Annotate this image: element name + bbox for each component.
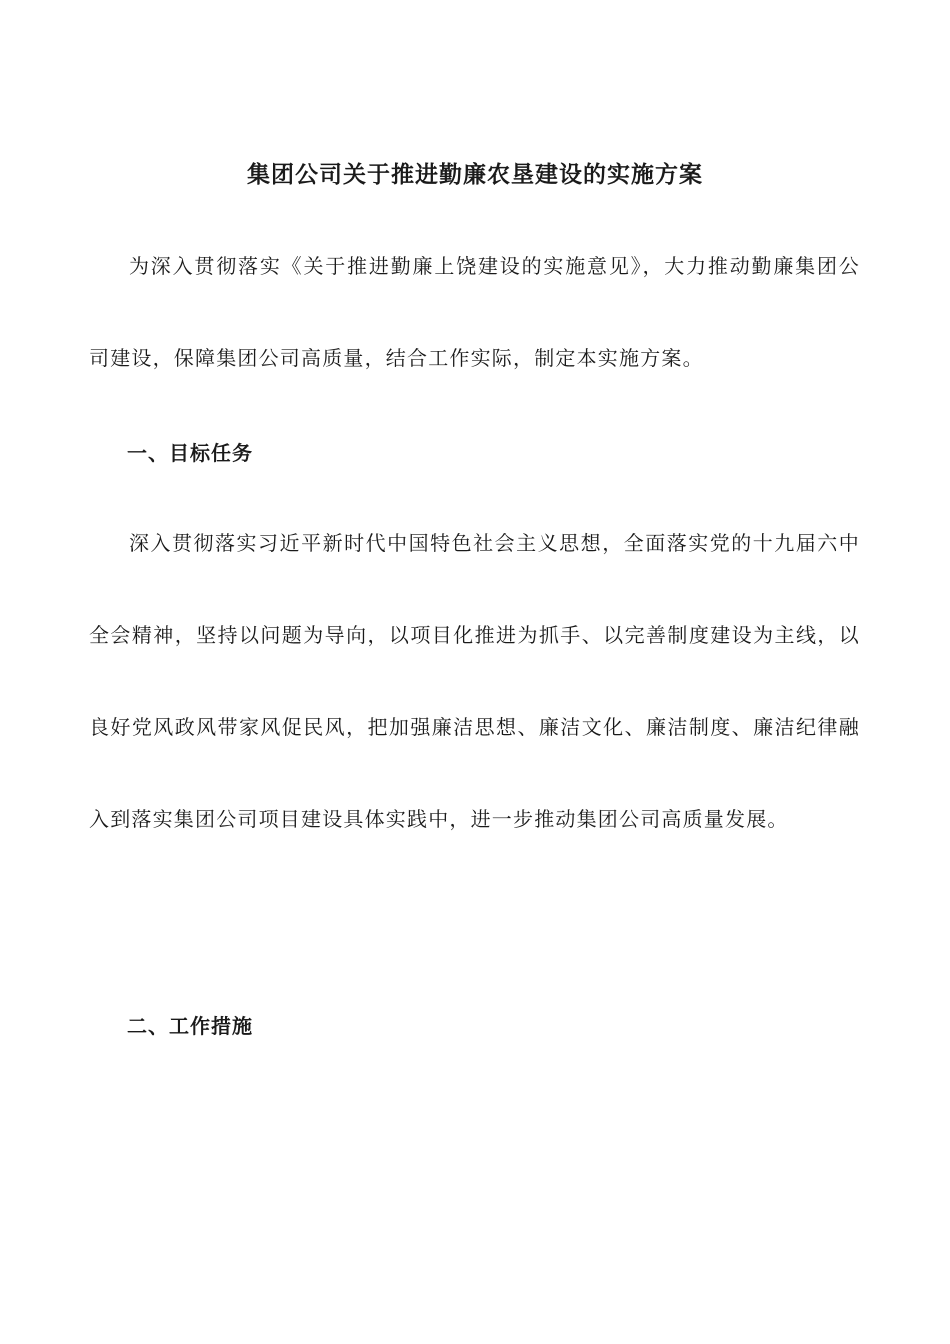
section-heading-measures: 二、工作措施 [127,1014,253,1038]
goals-paragraph: 深入贯彻落实习近平新时代中国特色社会主义思想，全面落实党的十九届六中全会精神，坚持以问题为导向，以项目化推进为抓手、以完善制度建设为主线，以良好党风政风带家风促民风，把加强廉洁思想、廉洁文化、廉洁制度、廉洁纪律融入到落实集团公司项目建设具体实践中，进一步推动集团公司高质量发展。 [89,531,860,831]
intro-paragraph: 为深入贯彻落实《关于推进勤廉上饶建设的实施意见》，大力推动勤廉集团公司建设，保障集团公司高质量，结合工作实际，制定本实施方案。 [89,254,860,370]
section-heading-goals: 一、目标任务 [127,441,253,465]
document-title: 集团公司关于推进勤廉农垦建设的实施方案 [247,162,703,188]
